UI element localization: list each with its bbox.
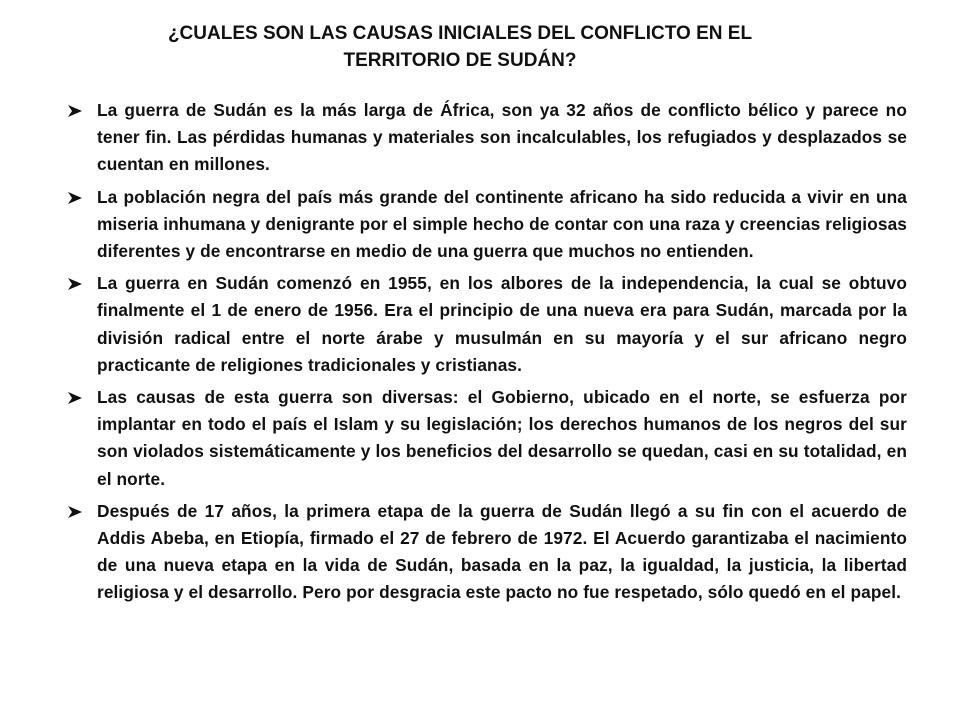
slide-title	[100, 20, 820, 74]
bullet-text-4: Las causas de esta guerra son diversas: el Gobierno, ubicado en el norte, se esfuerza por implantar en todo el país el Islam y su legislación; los derechos humanos de los negros del sur son violados sistemáticamente y los beneficios del desarrollo se quedan, casi en su totalidad, en el norte.	[97, 387, 907, 489]
bullet-item-3	[67, 270, 907, 379]
arrow-right-icon	[67, 505, 83, 519]
bullet-item-2	[67, 184, 907, 266]
bullet-item-1	[67, 97, 907, 179]
slide-title-line-1: ¿CUALES SON LAS CAUSAS INICIALES DEL CONFLICTO EN EL	[167, 23, 753, 44]
bullet-list	[67, 97, 907, 612]
bullet-item-4	[67, 384, 907, 493]
bullet-text-3: La guerra en Sudán comenzó en 1955, en los albores de la independencia, la cual se obtuvo finalmente el 1 de enero de 1956. Era el principio de una nueva era para Sudán, marcada por la división radical entre el norte árabe y musulmán en su mayoría y el sur africano negro practicante de religiones tradicionales y cristianas.	[97, 273, 907, 375]
bullet-text-1: La guerra de Sudán es la más larga de África, son ya 32 años de conflicto bélico y parece no tener fin. Las pérdidas humanas y materiales son incalculables, los refugiados y desplazados se cuentan en millones.	[97, 100, 907, 175]
arrow-right-icon	[67, 191, 83, 205]
arrow-right-icon	[67, 104, 83, 118]
arrow-right-icon	[67, 277, 83, 291]
bullet-text-2: La población negra del país más grande del continente africano ha sido reducida a vivir en una miseria inhumana y denigrante por el simple hecho de contar con una raza y creencias religiosas diferentes y de encontrarse en medio de una guerra que muchos no entienden.	[97, 186, 907, 262]
bullet-item-5	[67, 498, 907, 607]
bullet-text-5: Después de 17 años, la primera etapa de la guerra de Sudán llegó a su fin con el acuerdo de Addis Abeba, en Etiopía, firmado el 27 de febrero de 1972. El Acuerdo garantizaba el nacimiento de una nueva etapa en la vida de Sudán, basada en la paz, la igualdad, la justicia, la libertad religiosa y el desarrollo. Pero por desgracia este pacto no fue respetado, sólo quedó en el papel.	[97, 500, 907, 603]
slide-title-line-2: TERRITORIO DE SUDÁN?	[343, 50, 577, 71]
arrow-right-icon	[67, 391, 83, 405]
